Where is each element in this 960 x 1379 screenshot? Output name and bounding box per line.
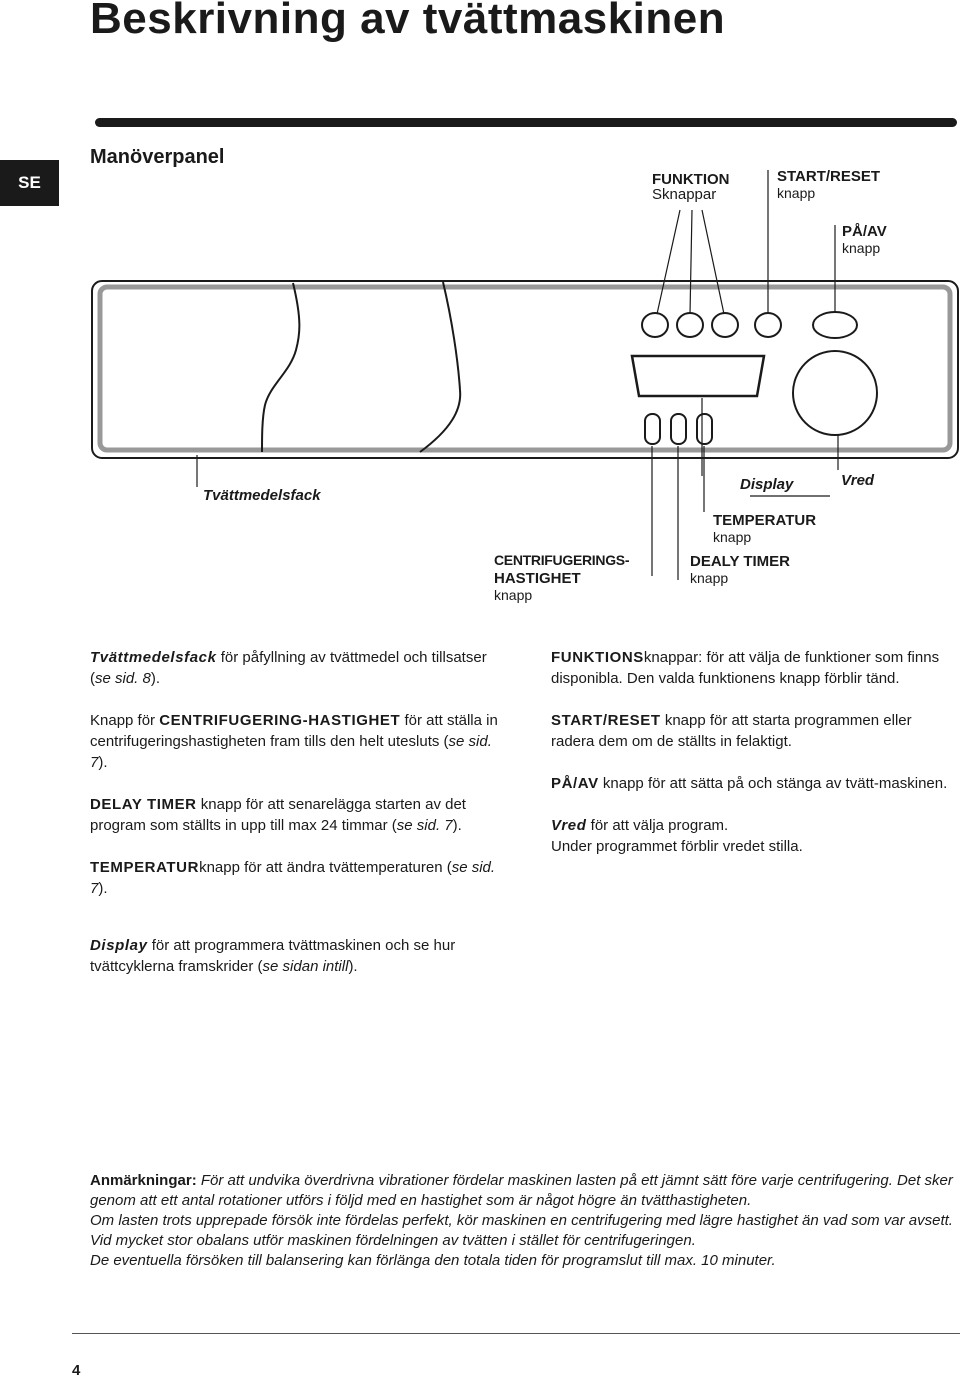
on-off-sub-label: knapp [842, 240, 881, 256]
section-title: Manöverpanel [90, 146, 225, 168]
detergent-label: Tvättmedelsfack [203, 487, 321, 504]
on-off-button [813, 312, 857, 338]
footer-rule [72, 1333, 960, 1334]
start-reset-button [755, 313, 781, 337]
language-tab: SE [0, 160, 59, 206]
spin-speed-label-1: CENTRIFUGERINGS- [494, 552, 630, 568]
start-reset-sub-label: knapp [777, 185, 816, 201]
temperature-sub-label: knapp [713, 529, 752, 545]
delay-timer-desc: DELAY TIMER knapp för att senarelägga starten av det program som ställts in upp till max 24 timmar (se sid. 7). [90, 796, 466, 834]
delay-timer-sub-label: knapp [690, 570, 729, 586]
on-off-desc: PÅ/AV knapp för att sätta på och stänga av tvätt-maskinen. [551, 775, 948, 792]
spin-speed-button [645, 414, 660, 444]
temperature-desc: TEMPERATURknapp för att ändra tvättemperaturen (se sid. 7). [90, 859, 496, 897]
function-desc: FUNKTIONSknappar: för att välja de funktioner som finns disponibla. Den valda funktionens knapp förblir tänd. [551, 649, 940, 687]
notes-line-3: Vid mycket stor obalans utför maskinen fördelningen av tvätten i stället för centrifugeringen. [90, 1232, 696, 1249]
start-reset-label: START/RESET [777, 168, 881, 185]
page-number: 4 [72, 1362, 81, 1379]
start-reset-desc: START/RESET knapp för att starta programmen eller radera dem om de ställts in felaktigt. [551, 712, 912, 750]
program-knob [793, 351, 877, 435]
function-button-2 [677, 313, 703, 337]
on-off-label: PÅ/AV [842, 223, 887, 240]
spin-speed-label-2: HASTIGHET [494, 570, 581, 587]
right-column [551, 647, 951, 878]
spin-speed-sub-label: knapp [494, 587, 533, 603]
detergent-desc: Tvättmedelsfack för påfyllning av tvättmedel och tillsatser (se sid. 8). [90, 649, 487, 687]
knob-desc: Vred för att välja program. Under programmet förblir vredet stilla. [551, 817, 803, 855]
function-button-1 [642, 313, 668, 337]
detergent-drawer-outline [262, 283, 299, 452]
notes-block [90, 1171, 960, 1271]
delay-timer-label: DEALY TIMER [690, 553, 791, 570]
function-button-3 [712, 313, 738, 337]
funktion-label: FUNKTION [652, 171, 730, 188]
temperature-label: TEMPERATUR [713, 512, 817, 529]
drawer-handle-curve [420, 282, 460, 452]
display-label: Display [740, 476, 794, 493]
function-buttons [642, 313, 738, 337]
spin-speed-desc: Knapp för CENTRIFUGERING-HASTIGHET för att ställa in centrifugeringshastigheten fram tills den helt utesluts (se sid. 7). [90, 712, 498, 771]
notes-line-4: De eventuella försöken till balansering kan förlänga den totala tiden för programslut till max. 10 minuter. [90, 1252, 776, 1269]
left-column [90, 647, 510, 920]
funktion-sub-label: Sknappar [652, 186, 717, 203]
knob-label: Vred [841, 472, 875, 489]
display-desc: Display för att programmera tvättmaskinen och se hur tvättcyklerna framskrider (se sidan intill). [90, 937, 456, 975]
display-screen [632, 356, 764, 396]
temperature-button [697, 414, 712, 444]
page-title: Beskrivning av tvättmaskinen [90, 0, 726, 43]
delay-timer-button [671, 414, 686, 444]
notes-line-2: Om lasten trots upprepade försök inte fördelas perfekt, kör maskinen en centrifugering med lägre hastighet än vad som var avsett. [90, 1212, 953, 1229]
notes-line-1: Anmärkningar: För att undvika överdrivna vibrationer fördelar maskinen lasten på ett jämnt sätt före varje centrifugering. Det sker genom att ett antal rotationer utförs i följd med en hastighet som är något högre än tvätthastigheten. [90, 1172, 953, 1209]
